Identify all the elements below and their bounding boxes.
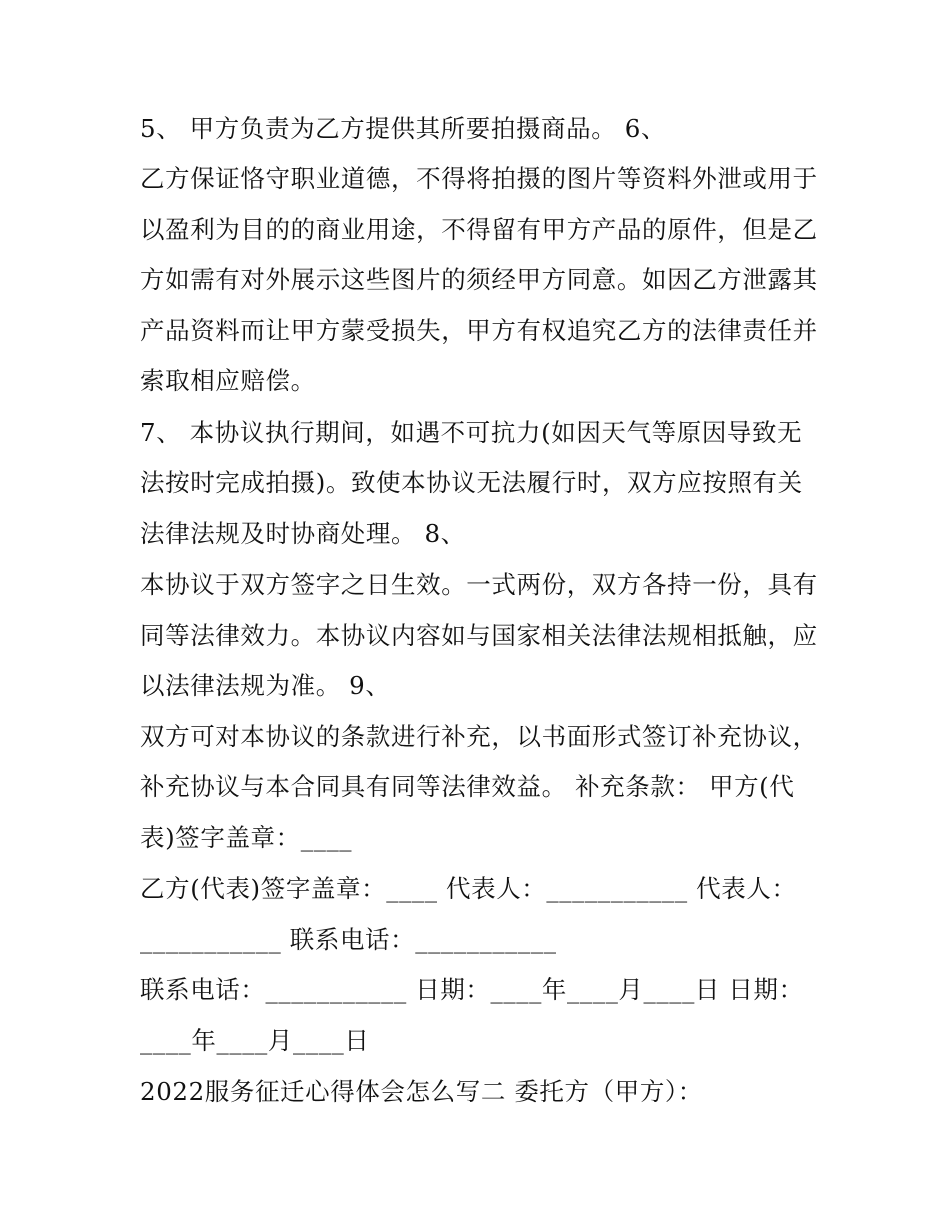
- text-line-6: 索取相应赔偿。: [140, 366, 316, 395]
- text-line-1: 5、 甲方负责为乙方提供其所要拍摄商品。 6、: [140, 114, 667, 143]
- text-line-18: 联系电话：___________ 日期：____年____月____日 日期：: [140, 975, 804, 1004]
- text-line-15: 表)签字盖章：____: [140, 823, 353, 852]
- text-line-20: 2022服务征迁心得体会怎么写二 委托方（甲方）：: [140, 1077, 703, 1106]
- text-line-11: 同等法律效力。本协议内容如与国家相关法律法规相抵触，应: [140, 621, 818, 650]
- text-line-13: 双方可对本协议的条款进行补充，以书面形式签订补充协议，: [140, 722, 818, 751]
- text-line-12: 以法律法规为准。 9、: [140, 671, 391, 700]
- text-line-9: 法律法规及时协商处理。 8、: [140, 519, 466, 548]
- text-line-16: 乙方(代表)签字盖章：____ 代表人：___________ 代表人：: [140, 874, 797, 903]
- text-line-14: 补充协议与本合同具有同等法律效益。 补充条款： 甲方(代: [140, 772, 795, 801]
- text-line-17: ___________ 联系电话：___________: [140, 925, 557, 954]
- text-line-4: 方如需有对外展示这些图片的须经甲方同意。如因乙方泄露其: [140, 265, 818, 294]
- text-line-2: 乙方保证恪守职业道德，不得将拍摄的图片等资料外泄或用于: [140, 164, 818, 193]
- text-line-10: 本协议于双方签字之日生效。一式两份，双方各持一份，具有: [140, 570, 818, 599]
- text-line-5: 产品资料而让甲方蒙受损失，甲方有权追究乙方的法律责任并: [140, 316, 818, 345]
- text-line-7: 7、 本协议执行期间，如遇不可抗力(如因天气等原因导致无: [140, 418, 803, 447]
- text-line-8: 法按时完成拍摄)。致使本协议无法履行时，双方应按照有关: [140, 468, 803, 497]
- text-line-19: ____年____月____日: [140, 1026, 370, 1055]
- text-line-3: 以盈利为目的的商业用途，不得留有甲方产品的原件，但是乙: [140, 215, 818, 244]
